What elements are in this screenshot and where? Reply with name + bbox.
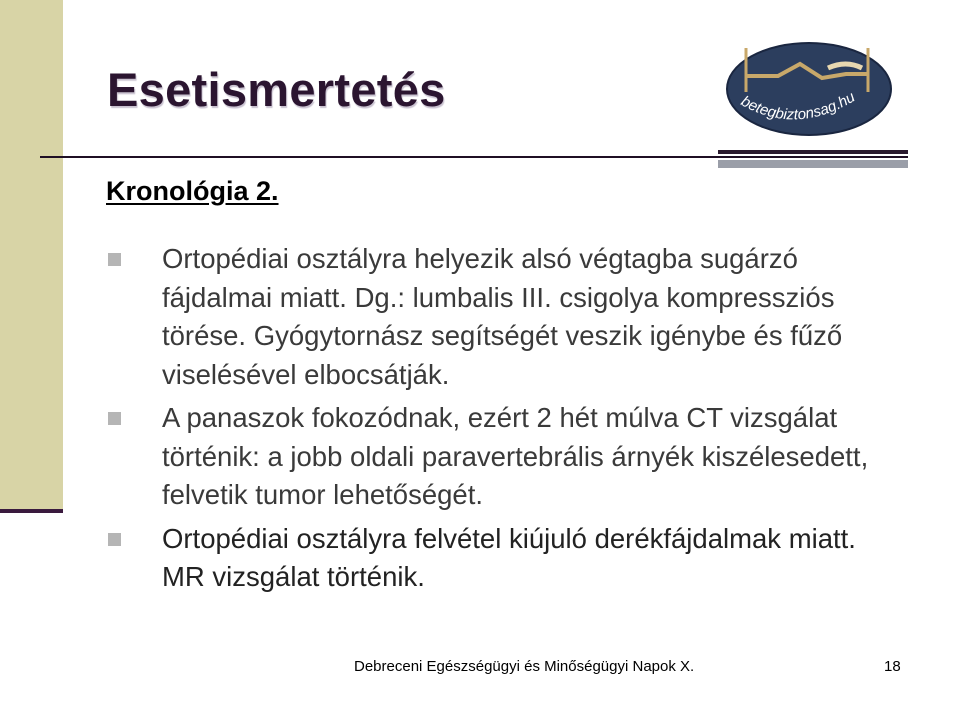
- betegbiztonsag-logo: [718, 34, 900, 144]
- bullet-item: [106, 520, 906, 597]
- bullet-item: [106, 240, 906, 394]
- bullet-text: A panaszok fokozódnak, ezért 2 hét múlva CT vizsgálat történik: a jobb oldali paravertebrális árnyék kiszélesedett, felvetik tumor lehetőségét.: [162, 402, 869, 510]
- side-bar: [0, 0, 63, 512]
- square-bullet-icon: [108, 253, 121, 266]
- page-number: 18: [884, 658, 901, 675]
- bullet-text: Ortopédiai osztályra helyezik alsó végtagba sugárzó fájdalmai miatt. Dg.: lumbalis III. csigolya kompressziós törése. Gyógytornász segítségét veszik igénybe és fűző viselésével elbocsátják.: [162, 243, 843, 390]
- slide-title: Esetismertetés: [107, 63, 446, 116]
- bullet-item: [106, 399, 906, 515]
- footer-text: Debreceni Egészségügyi és Minőségügyi Napok X.: [354, 658, 695, 675]
- square-bullet-icon: [108, 533, 121, 546]
- side-bar-divider: [0, 509, 63, 513]
- title-underline-accent: [718, 150, 908, 154]
- title-underline-shadow: [718, 160, 908, 168]
- square-bullet-icon: [108, 412, 121, 425]
- title-underline: [40, 156, 908, 158]
- bullet-text: Ortopédiai osztályra felvétel kiújuló derékfájdalmak miatt. MR vizsgálat történik.: [162, 522, 856, 592]
- bullet-list: [106, 240, 906, 602]
- logo-text: betegbiztonsag.hu: [738, 88, 858, 124]
- slide-subtitle: Kronológia 2.: [106, 176, 279, 206]
